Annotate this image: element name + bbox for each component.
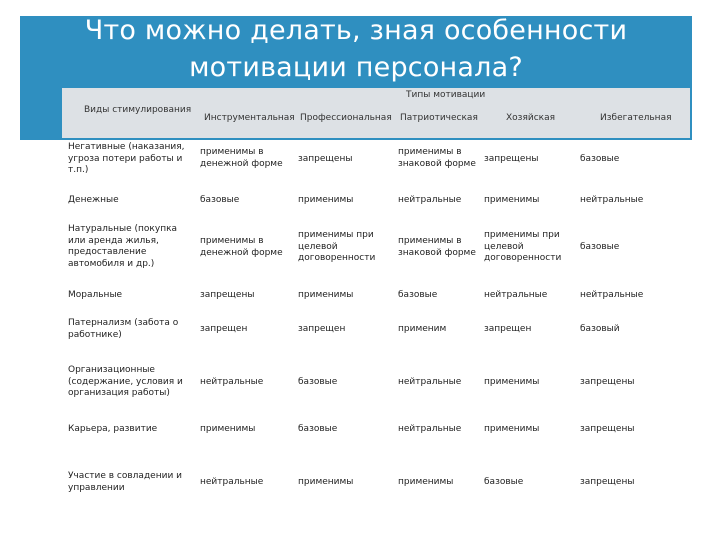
row-label: Патернализм (забота о работнике) xyxy=(68,318,179,340)
table-cell: запрещены xyxy=(580,424,635,434)
slide-title-line-2: мотивации персонала? xyxy=(189,52,523,83)
table-cell: запрещены xyxy=(484,154,539,164)
table-cell: применимы в знаковой форме xyxy=(398,236,476,258)
table-cell: применимы xyxy=(484,377,540,387)
slide-title-line-1: Что можно делать, зная особенности xyxy=(84,15,628,46)
table-cell: нейтральные xyxy=(580,290,644,300)
table-cell: применимы xyxy=(484,424,540,434)
table-cell: запрещены xyxy=(298,154,353,164)
column-header: Патриотическая xyxy=(400,113,478,123)
table-cell: применимы в знаковой форме xyxy=(398,147,476,169)
row-label: Натуральные (покупка или аренда жилья, предоставление автомобиля и др.) xyxy=(68,224,178,269)
row-label: Участие в совладении и управлении xyxy=(68,471,182,493)
table-cell: запрещен xyxy=(484,324,532,334)
table-cell: базовые xyxy=(484,477,524,487)
table-cell: нейтральные xyxy=(398,195,462,205)
table-cell: нейтральные xyxy=(200,477,264,487)
table-cell: базовые xyxy=(398,290,438,300)
table-cell: базовые xyxy=(298,377,338,387)
table-cell: базовый xyxy=(580,324,620,334)
table-cell: применимы при целевой договоренности xyxy=(298,230,376,263)
slide-title xyxy=(20,12,692,86)
table-cell: базовые xyxy=(580,154,620,164)
row-label: Негативные (наказания, угроза потери работы и т.п.) xyxy=(68,142,185,175)
table-cell: запрещены xyxy=(200,290,255,300)
table-cell: применимы в денежной форме xyxy=(200,147,283,169)
table-cell: применимы xyxy=(484,195,540,205)
table-cell: применимы xyxy=(200,424,256,434)
column-header: Хозяйская xyxy=(506,113,556,123)
table-cell: нейтральные xyxy=(398,424,462,434)
table-cell: запрещен xyxy=(298,324,346,334)
table-cell: нейтральные xyxy=(580,195,644,205)
table-cell: запрещены xyxy=(580,477,635,487)
column-header: Инструментальная xyxy=(204,113,295,123)
table-cell: базовые xyxy=(298,424,338,434)
table-cell: применимы xyxy=(298,477,354,487)
table-cell: применимы xyxy=(398,477,454,487)
row-header-label: Виды стимулирования xyxy=(84,105,192,115)
row-label: Карьера, развитие xyxy=(68,424,158,434)
row-label: Денежные xyxy=(68,195,119,205)
table-cell: запрещены xyxy=(580,377,635,387)
table-cell: нейтральные xyxy=(200,377,264,387)
table-cell: базовые xyxy=(580,242,620,252)
table-cell: применимы в денежной форме xyxy=(200,236,283,258)
table-cell: базовые xyxy=(200,195,240,205)
row-label: Организационные (содержание, условия и организация работы) xyxy=(68,365,183,398)
table-cell: применимы при целевой договоренности xyxy=(484,230,562,263)
table-cell: нейтральные xyxy=(398,377,462,387)
group-header-label: Типы мотивации xyxy=(406,90,486,100)
table-cell: запрещен xyxy=(200,324,248,334)
column-header: Избегательная xyxy=(600,113,672,123)
column-header: Профессиональная xyxy=(300,113,392,123)
table-cell: применимы xyxy=(298,195,354,205)
row-label: Моральные xyxy=(68,290,123,300)
table-cell: применимы xyxy=(298,290,354,300)
table-cell: нейтральные xyxy=(484,290,548,300)
table-cell: применим xyxy=(398,324,447,334)
